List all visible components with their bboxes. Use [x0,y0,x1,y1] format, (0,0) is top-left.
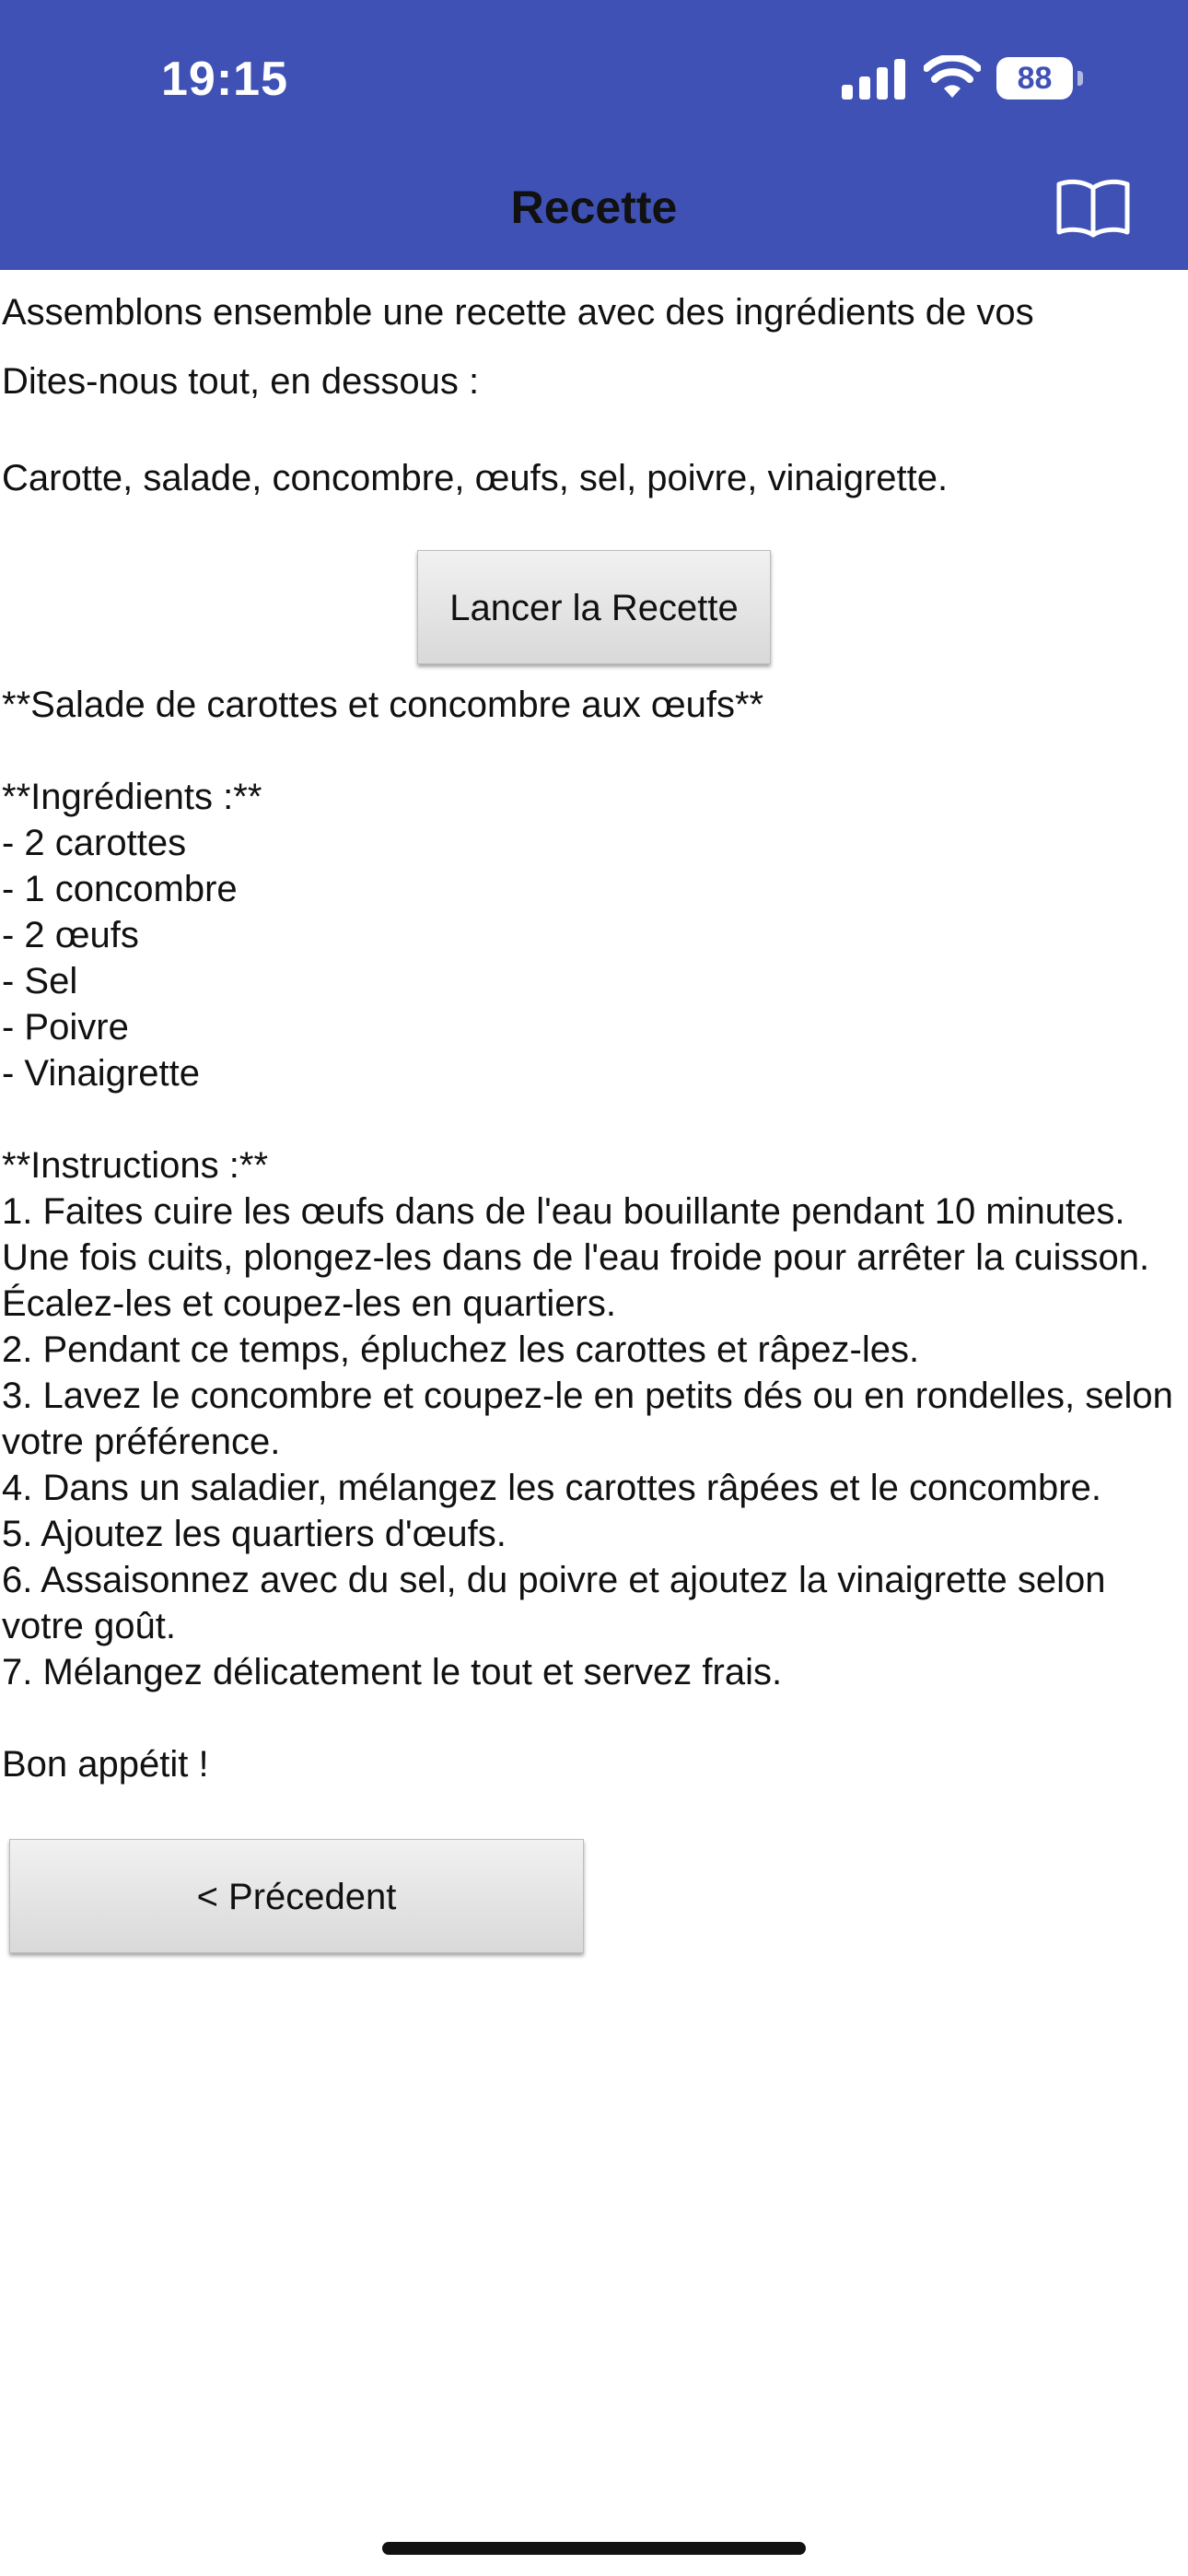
home-indicator [382,2542,806,2555]
previous-button[interactable]: < Précedent [9,1839,584,1953]
intro-prompt: Dites-nous tout, en dessous : [2,361,480,402]
app-header [0,0,1188,270]
page-title: Recette [510,181,678,233]
cellular-signal-icon [842,59,906,100]
ingredients-input[interactable]: Carotte, salade, concombre, œufs, sel, poivre, vinaigrette. [2,458,949,498]
book-icon[interactable] [1055,177,1131,238]
battery-level: 88 [996,57,1073,100]
status-time: 19:15 [161,53,288,106]
recipe-output: **Salade de carottes et concombre aux œufs** **Ingrédients :** - 2 carottes - 1 concombre - 2 œufs - Sel - Poivre - Vinaigrette **Instructions :** 1. Faites cuire les œufs dans de l'eau bouillante pendant 10 minutes. Une fois cuits, plongez-les dans de l'eau froide pour arrêter la cuisson. Écalez-les et coupez-les en quartiers. 2. Pendant ce temps, épluchez les carottes et râpez-les. 3. Lavez le concombre et coupez-le en petits dés ou en rondelles, selon votre préférence. 4. Dans un saladier, mélangez les carottes râpées et le concombre. 5. Ajoutez les quartiers d'œufs. 6. Assaisonnez avec du sel, du poivre et ajoutez la vinaigrette selon votre goût. 7. Mélangez délicatement le tout et servez frais. Bon appétit ! [2,685,1173,1785]
intro-text: Assemblons ensemble une recette avec des ingrédients de vos [2,292,1034,333]
launch-recipe-button[interactable]: Lancer la Recette [417,550,771,664]
wifi-icon [924,55,981,100]
battery-icon [996,57,1084,100]
